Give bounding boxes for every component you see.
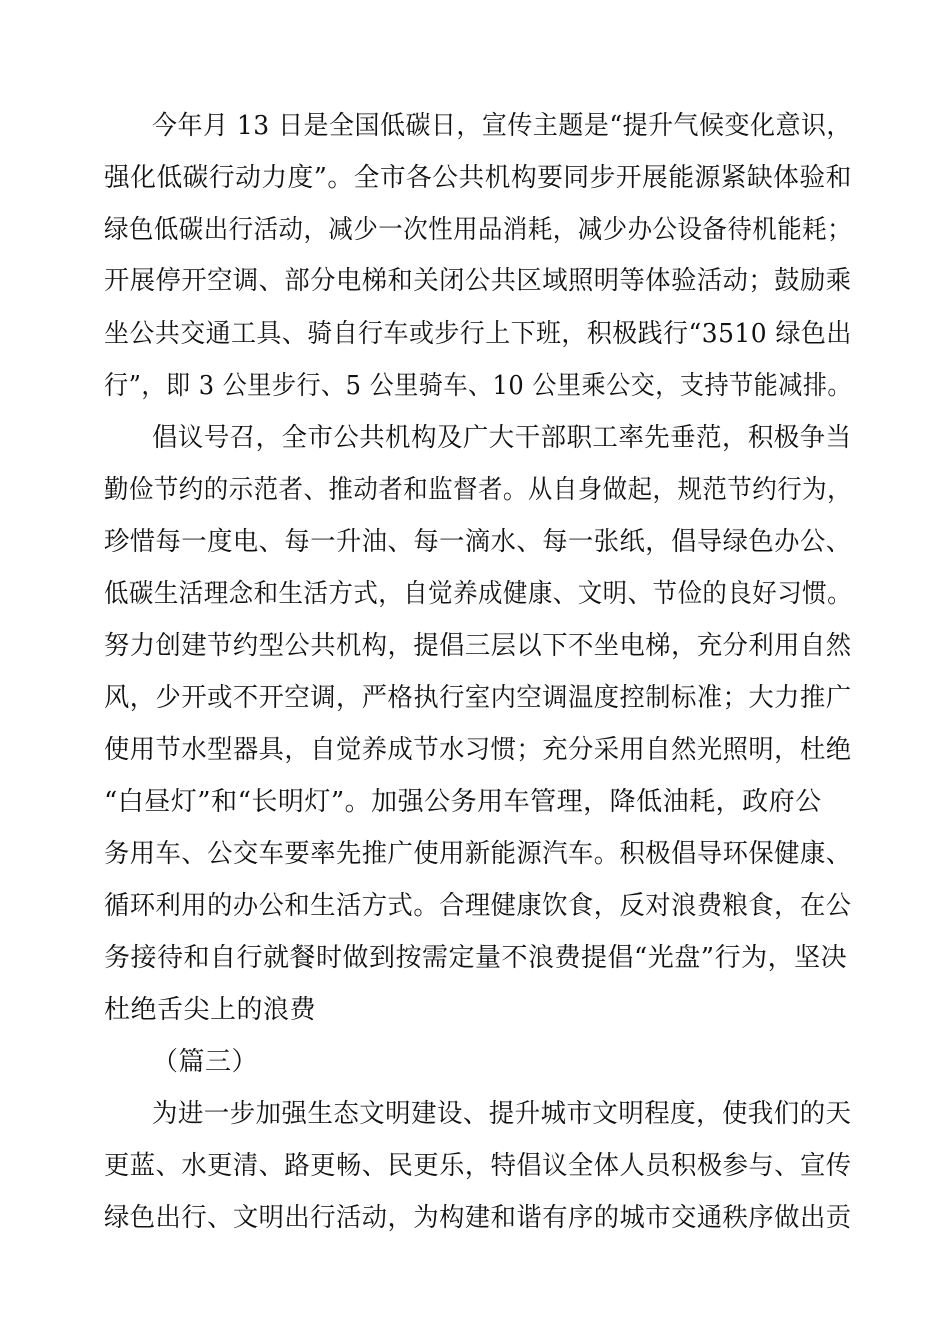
paragraph-1-line: 强化低碳行动力度”。全市各公共机构要同步开展能源紧缺体验和 — [104, 163, 852, 193]
paragraph-2-line: 风，少开或不开空调，严格执行室内空调温度控制标准；大力推广 — [104, 683, 852, 713]
paragraph-1-line: 今年月 13 日是全国低碳日，宣传主题是“提升气候变化意识， — [152, 111, 852, 141]
paragraph-3-line: 为进一步加强生态文明建设、提升城市文明程度，使我们的天 — [152, 1099, 852, 1129]
paragraph-3-line: 更蓝、水更清、路更畅、民更乐，特倡议全体人员积极参与、宣传 — [104, 1151, 852, 1181]
paragraph-2-line: 使用节水型器具，自觉养成节水习惯；充分采用自然光照明，杜绝 — [104, 735, 852, 765]
paragraph-2-line: 杜绝舌尖上的浪费 — [104, 995, 317, 1025]
paragraph-1-line: 绿色低碳出行活动，减少一次性用品消耗，减少办公设备待机能耗； — [104, 215, 853, 245]
paragraph-2-line: “白昼灯”和“长明灯”。加强公务用车管理，降低油耗，政府公 — [104, 787, 822, 817]
paragraph-1-line: 坐公共交通工具、骑自行车或步行上下班，积极践行“3510 绿色出 — [104, 319, 852, 349]
paragraph-2-line: 努力创建节约型公共机构，提倡三层以下不坐电梯，充分利用自然 — [104, 631, 852, 661]
paragraph-1-line: 开展停开空调、部分电梯和关闭公共区域照明等体验活动；鼓励乘 — [104, 266, 852, 296]
paragraph-2-line: 勤俭节约的示范者、推动者和监督者。从自身做起，规范节约行为， — [104, 475, 853, 505]
paragraph-1-line: 行”，即 3 公里步行、5 公里骑车、10 公里乘公交，支持节能减排。 — [104, 371, 853, 401]
paragraph-2-line: 珍惜每一度电、每一升油、每一滴水、每一张纸，倡导绿色办公、 — [104, 527, 852, 557]
paragraph-2-line: 务用车、公交车要率先推广使用新能源汽车。积极倡导环保健康、 — [104, 839, 852, 869]
paragraph-2-line: 倡议号召，全市公共机构及广大干部职工率先垂范，积极争当 — [152, 423, 852, 453]
paragraph-2-line: 循环利用的办公和生活方式。合理健康饮食，反对浪费粮食，在公 — [104, 891, 852, 921]
paragraph-2-line: 低碳生活理念和生活方式，自觉养成健康、文明、节俭的良好习惯。 — [104, 579, 853, 609]
paragraph-3-line: 绿色出行、文明出行活动，为构建和谐有序的城市交通秩序做出贡 — [104, 1203, 852, 1233]
section-heading: （篇三） — [152, 1047, 259, 1077]
paragraph-2-line: 务接待和自行就餐时做到按需定量不浪费提倡“光盘”行为，坚决 — [104, 943, 848, 973]
